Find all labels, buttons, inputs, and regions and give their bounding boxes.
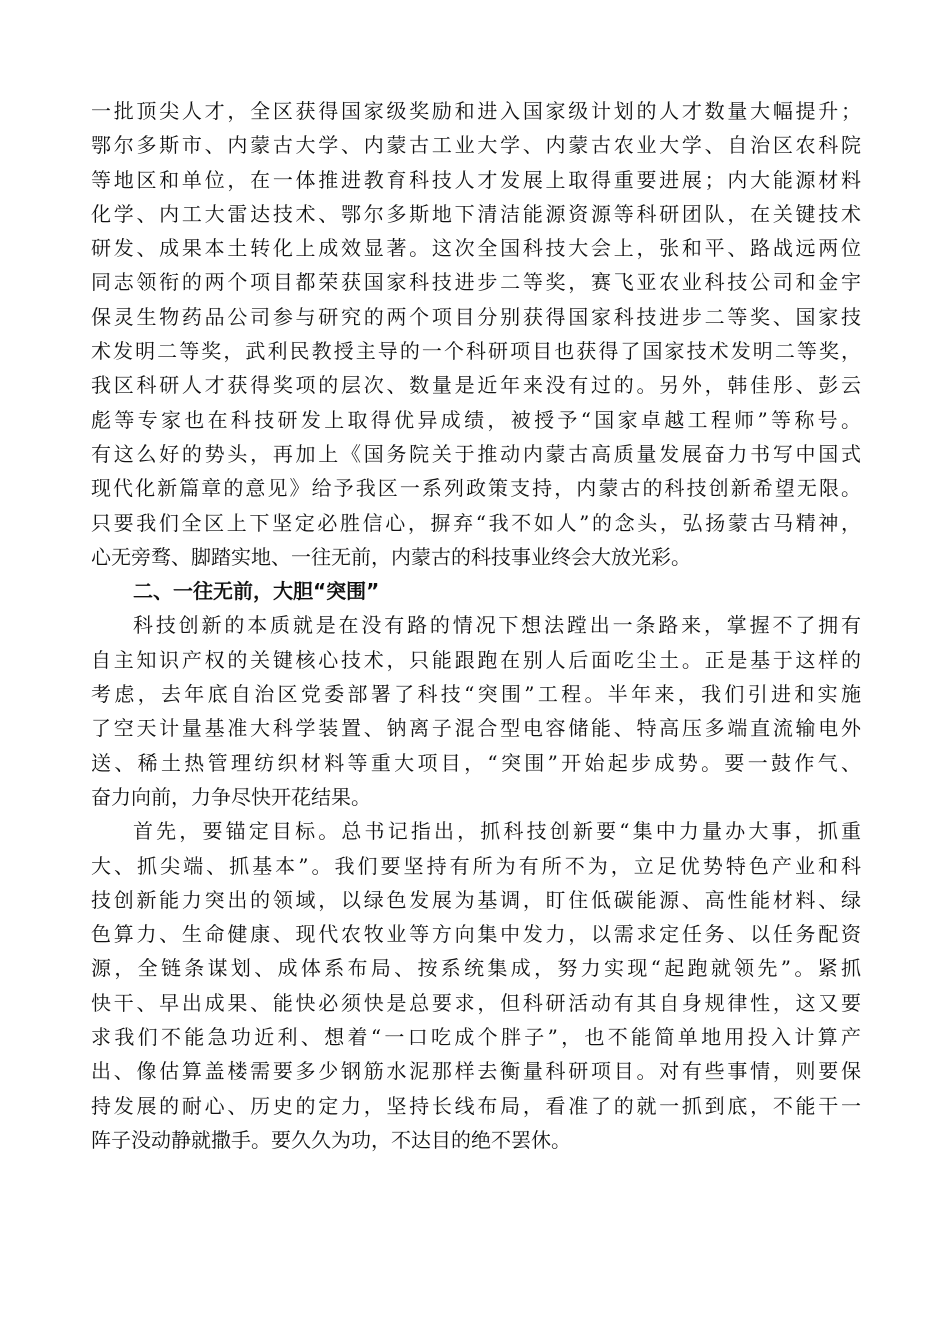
text-line: 出、像估算盖楼需要多少钢筋水泥那样去衡量科研项目。对有些事情，则要保 xyxy=(91,1059,861,1084)
text-line: 化学、内工大雷达技术、鄂尔多斯地下清洁能源资源等科研团队，在关键技术 xyxy=(91,201,861,226)
paragraph-1 xyxy=(91,94,861,574)
text-line: 了空天计量基准大科学装置、钠离子混合型电容储能、特高压多端直流输电外 xyxy=(91,716,861,741)
text-line: 鄂尔多斯市、内蒙古大学、内蒙古工业大学、内蒙古农业大学、自治区农科院 xyxy=(91,133,861,158)
text-line: 现代化新篇章的意见》给予我区一系列政策支持，内蒙古的科技创新希望无限。 xyxy=(91,476,861,501)
text-line: 心无旁骛、脚踏实地、一往无前，内蒙古的科技事业终会大放光彩。 xyxy=(91,544,691,569)
text-line: 我区科研人才获得奖项的层次、数量是近年来没有过的。另外，韩佳彤、彭云 xyxy=(91,373,861,398)
text-line: 技创新能力突出的领域，以绿色发展为基调，盯住低碳能源、高性能材料、绿 xyxy=(91,887,861,912)
text-line: 保灵生物药品公司参与研究的两个项目分别获得国家科技进步二等奖、国家技 xyxy=(91,304,861,329)
section-heading: 二、一往无前，大胆“突围” xyxy=(133,579,380,604)
paragraph-3 xyxy=(91,814,861,1157)
text-line: 快干、早出成果、能快必须快是总要求，但科研活动有其自身规律性，这又要 xyxy=(91,990,861,1015)
text-line: 科技创新的本质就是在没有路的情况下想法蹚出一条路来，掌握不了拥有 xyxy=(133,613,861,638)
text-line: 源，全链条谋划、成体系布局、按系统集成，努力实现“起跑就领先”。紧抓 xyxy=(91,956,861,981)
text-line: 自主知识产权的关键核心技术，只能跟跑在别人后面吃尘土。正是基于这样的 xyxy=(91,647,861,672)
text-line: 一批顶尖人才，全区获得国家级奖励和进入国家级计划的人才数量大幅提升； xyxy=(91,99,861,123)
text-line: 有这么好的势头，再加上《国务院关于推动内蒙古高质量发展奋力书写中国式 xyxy=(91,441,861,466)
text-line: 考虑，去年底自治区党委部署了科技“突围”工程。半年来，我们引进和实施 xyxy=(91,682,861,707)
text-line: 送、稀土热管理纺织材料等重大项目，“突围”开始起步成势。要一鼓作气、 xyxy=(91,750,861,775)
text-line: 等地区和单位，在一体推进教育科技人才发展上取得重要进展；内大能源材料 xyxy=(91,167,861,192)
text-line: 持发展的耐心、历史的定力，坚持长线布局，看准了的就一抓到底，不能干一 xyxy=(91,1093,861,1118)
document-page xyxy=(91,94,861,1157)
text-line: 彪等专家也在科技研发上取得优异成绩，被授予“国家卓越工程师”等称号。 xyxy=(91,407,861,432)
text-line: 色算力、生命健康、现代农牧业等方向集中发力，以需求定任务、以任务配资 xyxy=(91,922,861,947)
text-line: 只要我们全区上下坚定必胜信心，摒弃“我不如人”的念头，弘扬蒙古马精神， xyxy=(91,510,861,535)
text-line: 首先，要锚定目标。总书记指出，抓科技创新要“集中力量办大事，抓重 xyxy=(133,819,861,844)
text-line: 求我们不能急功近利、想着“一口吃成个胖子”，也不能简单地用投入计算产 xyxy=(91,1025,861,1050)
text-line: 研发、成果本土转化上成效显著。这次全国科技大会上，张和平、路战远两位 xyxy=(91,236,861,261)
text-line: 阵子没动静就撒手。要久久为功，不达目的绝不罢休。 xyxy=(91,1127,571,1152)
text-line: 大、抓尖端、抓基本”。我们要坚持有所为有所不为，立足优势特色产业和科 xyxy=(91,853,861,878)
text-line: 奋力向前，力争尽快开花结果。 xyxy=(91,784,371,809)
paragraph-2 xyxy=(91,608,861,814)
text-line: 同志领衔的两个项目都荣获国家科技进步二等奖，赛飞亚农业科技公司和金宇 xyxy=(91,270,861,295)
text-line: 术发明二等奖，武利民教授主导的一个科研项目也获得了国家技术发明二等奖， xyxy=(91,339,861,364)
